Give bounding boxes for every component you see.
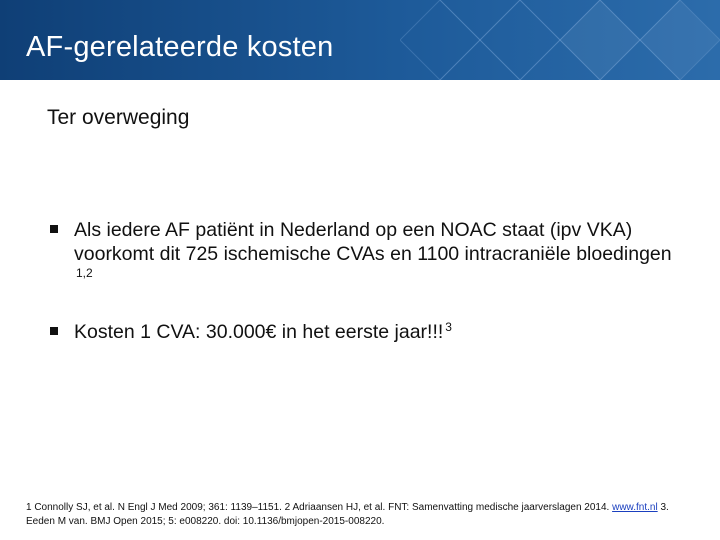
references-footnote	[26, 501, 698, 528]
fnt-website-link[interactable]: www.fnt.nl	[612, 502, 658, 513]
header-pattern-graphic	[400, 0, 720, 80]
bullet-list	[48, 218, 688, 344]
square-bullet-icon	[50, 327, 58, 335]
slide-subtitle: Ter overweging	[47, 106, 190, 129]
citation-superscript: 3	[445, 319, 452, 334]
bullet-text: Als iedere AF patiënt in Nederland op een NOAC staat (ipv VKA) voorkomt dit 725 ischemische CVAs en 1100 intracraniële bloedingen	[74, 219, 672, 265]
square-bullet-icon	[50, 225, 58, 233]
title-band	[0, 0, 720, 80]
citation-superscript: 1,2	[76, 265, 93, 280]
slide-title: AF-gerelateerde kosten	[26, 31, 334, 63]
footnote-text-part1: 1 Connolly SJ, et al. N Engl J Med 2009; 361: 1139–1151. 2 Adriaansen HJ, et al. FNT: Samenvatting medische jaarverslagen 2014.	[26, 502, 610, 513]
bullet-item-noac	[48, 218, 688, 290]
bullet-item-cost	[48, 320, 688, 344]
footnote-text-part2: 3. Eeden M van. BMJ Open 2015; 5: e008220. doi: 10.1136/bmjopen-2015-008220.	[26, 502, 669, 527]
bullet-text: Kosten 1 CVA: 30.000€ in het eerste jaar!!!	[74, 321, 444, 343]
